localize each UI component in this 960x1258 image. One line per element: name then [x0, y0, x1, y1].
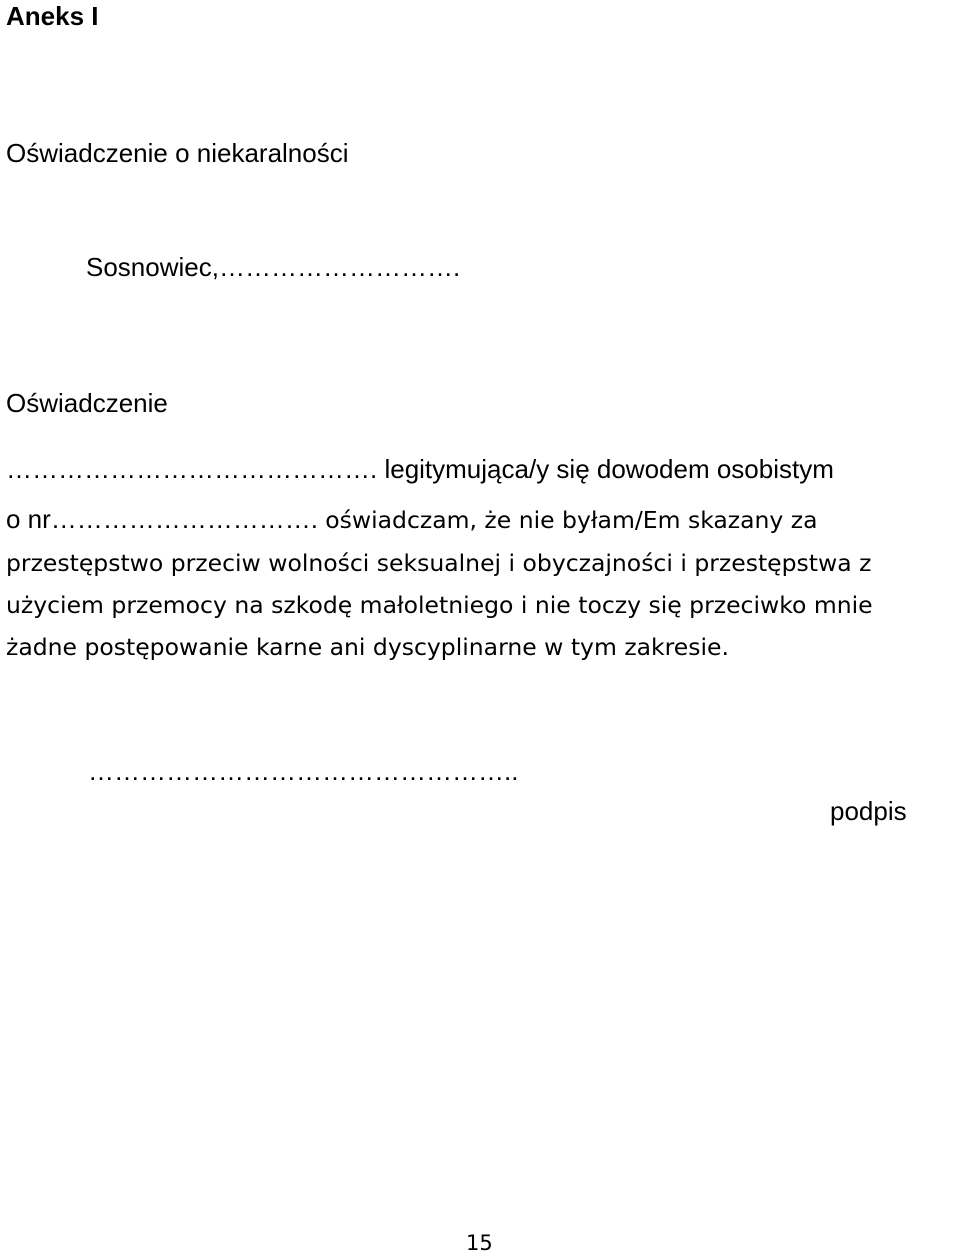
page-number: 15 [466, 1231, 493, 1255]
declaration-line-4: użyciem przemocy na szkodę małoletniego i nie toczy się przeciwko mnie [6, 591, 873, 619]
declaration-line-5: żadne postępowanie karne ani dyscyplinarne w tym zakresie. [6, 633, 729, 661]
place-date-field: Sosnowiec,………………………. [86, 252, 461, 282]
name-blank: ……………………………………. [6, 454, 385, 484]
signature-label: podpis [830, 796, 907, 826]
declaration-line-3: przestępstwo przeciw wolności seksualnej i obyczajności i przestępstwa z [6, 549, 872, 577]
declaration-line-2 [6, 502, 818, 537]
annex-heading: Aneks I [6, 1, 99, 31]
id-number-blank: o nr…………………………. [6, 504, 326, 534]
id-statement: legitymująca/y się dowodem osobistym [384, 454, 834, 484]
signature-line: ………………………………………….. [88, 756, 519, 786]
declaration-start: oświadczam, że nie byłam/Em skazany za [325, 506, 818, 534]
declaration-line-1 [6, 452, 834, 486]
document-subtitle: Oświadczenie o niekaralności [6, 138, 349, 168]
section-title: Oświadczenie [6, 388, 168, 418]
